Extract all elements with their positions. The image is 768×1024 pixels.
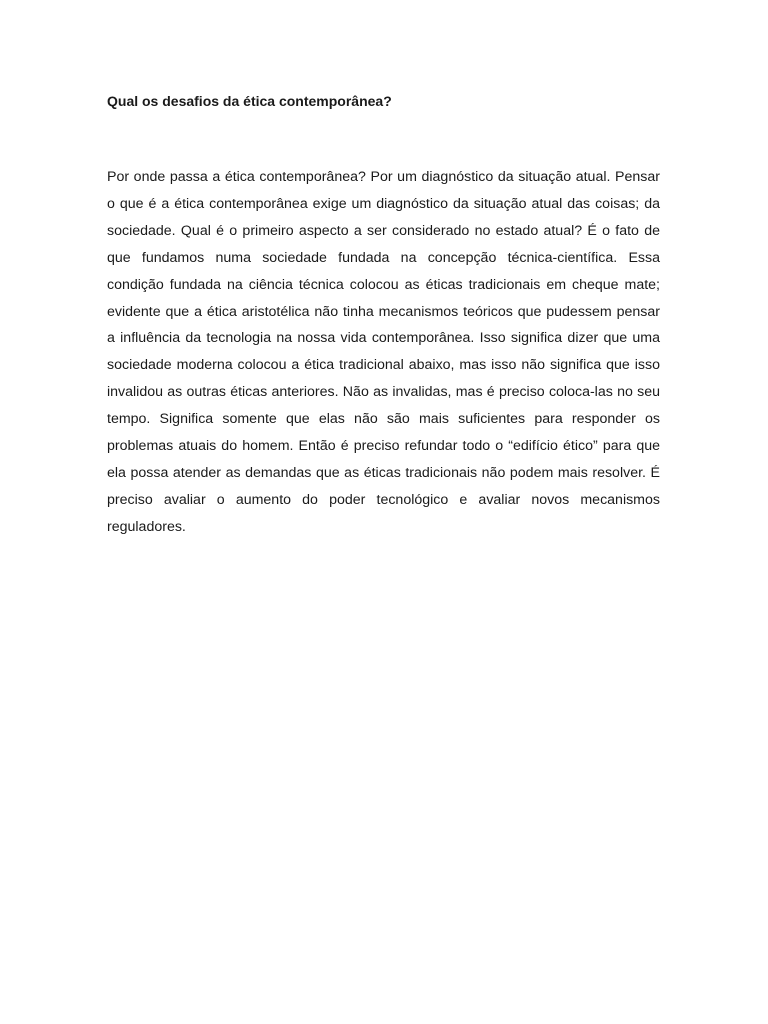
document-paragraph: Por onde passa a ética contemporânea? Por um diagnóstico da situação atual. Pensar o que é a ética contemporânea exige um diagnóstico da situação atual das coisas; da sociedade. Qual é o primeiro aspecto a ser considerado no estado atual? É o fato de que fundamos numa sociedade fundada na concepção técnica-científica. Essa condição fundada na ciência técnica colocou as éticas tradicionais em cheque mate; evidente que a ética aristotélica não tinha mecanismos teóricos que pudessem pensar a influência da tecnologia na nossa vida contemporânea. Isso significa dizer que uma sociedade moderna colocou a ética tradicional abaixo, mas isso não significa que isso invalidou as outras éticas anteriores. Não as invalidas, mas é preciso coloca-las no seu tempo. Significa somente que elas não são mais suficientes para responder os problemas atuais do homem. Então é preciso refundar todo o “edifício ético” para que ela possa atender as demandas que as éticas tradicionais não podem mais resolver. É preciso avaliar o aumento do poder tecnológico e avaliar novos mecanismos reguladores.: [107, 169, 660, 535]
document-title: Qual os desafios da ética contemporânea?: [107, 93, 392, 109]
